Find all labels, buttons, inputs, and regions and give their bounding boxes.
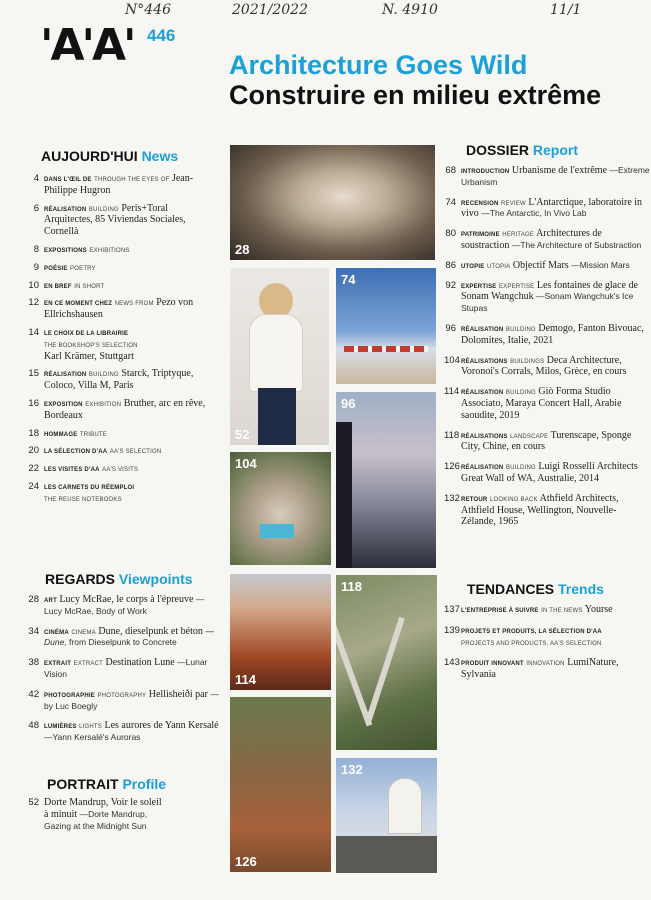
toc-rubric-en: POETRY — [70, 265, 96, 272]
portrait-list — [27, 797, 167, 832]
toc-rubric-en: EXPERTISE — [498, 283, 535, 290]
toc-rubric-fr: RÉALISATION — [44, 372, 87, 379]
toc-entry — [27, 481, 217, 505]
toc-rubric-en: LANDSCAPE — [510, 433, 549, 440]
toc-rubric-en: EXTRACT — [73, 661, 103, 668]
toc-rubric-en: AA'S VISITS — [102, 467, 139, 474]
section-label-fr: PORTRAIT — [47, 776, 119, 792]
toc-page-number: 104 — [444, 354, 460, 366]
toc-entry — [444, 657, 651, 681]
toc-rubric-fr: RETOUR — [461, 496, 488, 503]
toc-translation-italic: —Dune, — [44, 625, 214, 648]
section-label-fr: AUJOURD'HUI — [41, 148, 138, 164]
toc-rubric-en: IN THE NEWS — [541, 608, 583, 614]
toc-translation: from Dieselpunk to Concrete — [66, 637, 177, 648]
toc-entry — [444, 625, 651, 649]
toc-title: Dune, dieselpunk et béton — [98, 625, 203, 637]
photo-page-number: 96 — [341, 396, 356, 411]
photo-portrait-woman — [230, 268, 329, 445]
toc-rubric-fr: CINÉMA — [44, 629, 69, 636]
toc-page-number: 10 — [28, 279, 39, 291]
toc-title: Dorte Mandrup, Voir le soleil à minuit — [44, 797, 162, 820]
toc-page-number: 22 — [28, 463, 39, 475]
toc-entry — [27, 445, 217, 457]
toc-rubric-en: BUILDING — [88, 372, 119, 379]
toc-entry — [27, 689, 219, 713]
toc-entry — [444, 386, 651, 421]
toc-rubric-fr: RÉALISATIONS — [461, 358, 508, 365]
toc-entry — [444, 260, 651, 272]
toc-rubric-en: LIGHTS — [79, 724, 102, 731]
toc-title: Athfield Architects, Athfield House, Wellington, Nouvelle-Zélande, 1965 — [461, 492, 619, 528]
toc-entry — [444, 430, 651, 454]
toc-page-number: 114 — [444, 386, 460, 398]
section-label-en: Report — [532, 142, 579, 158]
toc-page-number: 118 — [444, 429, 460, 441]
toc-rubric-en: EXHIBITION — [85, 401, 122, 408]
toc-entry — [27, 720, 219, 744]
toc-rubric-fr: EXPOSITIONS — [44, 247, 87, 254]
toc-rubric-en: NEWS FROM — [114, 301, 154, 308]
toc-title: Yourse — [584, 604, 613, 615]
toc-rubric-fr: LE CHOIX DE LA LIBRAIRIE — [44, 330, 129, 337]
toc-entry — [444, 323, 651, 347]
toc-rubric-en: REVIEW — [500, 200, 526, 207]
toc-rubric-fr: PROJETS ET PRODUITS, LA SÉLECTION D'AA — [461, 628, 602, 635]
toc-title: Les fontaines de glace de Sonam Wangchuk — [461, 279, 638, 303]
photo-page-number: 114 — [235, 672, 256, 687]
toc-entry — [27, 797, 167, 832]
section-label-fr: TENDANCES — [467, 581, 555, 597]
toc-rubric-en: AA'S SELECTION — [109, 449, 162, 456]
photo-maraya-hall — [230, 574, 331, 690]
toc-rubric-fr: PHOTOGRAPHIE — [44, 692, 95, 699]
toc-entry — [27, 428, 217, 440]
toc-title: Karl Krämer, Stuttgart — [44, 350, 134, 362]
toc-rubric-fr: DANS L'ŒIL DE — [44, 177, 92, 183]
toc-entry — [444, 197, 651, 221]
toc-rubric-fr: LES CARNETS DU RÉEMPLOI — [44, 484, 135, 491]
toc-entry — [444, 461, 651, 485]
toc-entry — [27, 244, 217, 256]
aujourdhui-list — [27, 173, 217, 505]
toc-title: Les aurores de Yann Kersalé — [104, 720, 219, 732]
section-heading-tendances — [467, 581, 604, 597]
toc-translation: —Lucy McRae, Body of Work — [44, 594, 205, 616]
toc-rubric-en: BUILDING — [505, 326, 536, 333]
toc-title: Urbanisme de l'extrême — [511, 165, 608, 176]
section-label-en: News — [141, 148, 179, 164]
toc-page-number: 42 — [28, 688, 39, 700]
toc-translation: —Lunar Vision — [44, 657, 208, 679]
photo-voronoi-corrals — [230, 452, 331, 565]
toc-entry — [444, 228, 651, 252]
toc-rubric-fr: PATRIMOINE — [461, 232, 500, 239]
toc-title: LumiNature, Sylvania — [461, 657, 619, 681]
toc-entry — [27, 327, 217, 362]
section-label-en: Profile — [122, 776, 167, 792]
toc-entry — [444, 604, 651, 616]
regards-list — [27, 594, 219, 744]
toc-rubric-fr: LES VISITES D'AA — [44, 467, 100, 474]
toc-rubric-en: TRIBUTE — [79, 431, 107, 438]
photo-sculpture — [230, 145, 435, 260]
toc-page-number: 74 — [445, 196, 456, 208]
toc-page-number: 14 — [28, 326, 39, 338]
photo-sponge-city — [336, 575, 437, 750]
toc-rubric-en: BUILDING — [505, 390, 536, 397]
dossier-list — [444, 165, 651, 528]
toc-rubric-en: BUILDING — [88, 206, 119, 213]
toc-title: Hellisheiði par — [148, 688, 208, 700]
section-label-en: Trends — [558, 581, 604, 597]
toc-rubric-fr: EXTRAIT — [44, 661, 72, 668]
toc-translation: —The Antarctic, In Vivo Lab — [481, 208, 587, 219]
toc-title: Lucy McRae, le corps à l'épreuve — [59, 594, 194, 605]
toc-translation: —Extreme Urbanism — [461, 165, 650, 187]
toc-rubric-en: PROJECTS AND PRODUCTS, AA'S SELECTION — [461, 640, 602, 647]
toc-entry — [27, 203, 217, 238]
toc-rubric-fr: RÉALISATION — [461, 390, 504, 397]
toc-page-number: 34 — [28, 625, 39, 637]
toc-rubric-en: THROUGH THE EYES OF — [94, 177, 170, 183]
toc-page-number: 6 — [33, 202, 39, 214]
toc-rubric-en: LOOKING BACK — [489, 496, 538, 503]
toc-entry — [444, 493, 651, 528]
issue-number: 446 — [147, 26, 176, 45]
photo-page-number: 104 — [235, 456, 257, 471]
toc-page-number: 16 — [28, 397, 39, 409]
toc-title: Deca Architecture, Voronoi's Corrals, Milos, Grèce, en cours — [461, 354, 627, 378]
photo-antarctic-camp — [336, 268, 436, 384]
toc-title: Starck, Triptyque, Coloco, Villa M, Paris — [44, 368, 194, 392]
toc-title: Pezo von Ellrichshausen — [44, 297, 194, 321]
toc-translation: —Yann Kersalé's Auroras — [44, 732, 141, 743]
photo-athfield-house — [336, 758, 437, 873]
toc-page-number: 143 — [444, 657, 460, 669]
photo-page-number: 74 — [341, 272, 356, 287]
toc-rubric-fr: L'ENTREPRISE À SUIVRE — [461, 608, 539, 614]
toc-entry — [27, 173, 217, 197]
toc-title: L'Antarctique, laboratoire in vivo — [461, 196, 643, 220]
toc-rubric-fr: LUMIÈRES — [44, 724, 77, 731]
toc-rubric-fr: EN BREF — [44, 283, 72, 290]
tendances-list — [444, 604, 651, 681]
dossier-title-en: Architecture Goes Wild — [229, 50, 528, 80]
toc-rubric-en: IN SHORT — [74, 283, 105, 290]
toc-rubric-fr: POÉSIE — [44, 265, 68, 272]
toc-rubric-fr: HOMMAGE — [44, 431, 78, 438]
dossier-title-fr: Construire en milieu extrême — [229, 80, 602, 110]
toc-page-number: 8 — [33, 243, 39, 255]
toc-rubric-fr: PRODUIT INNOVANT — [461, 661, 524, 668]
toc-title: Turenscape, Sponge City, Chine, en cours — [461, 429, 632, 453]
toc-title: Luigi Rosselli Architects Great Wall of WA, Australie, 2014 — [461, 461, 638, 484]
toc-page-number: 126 — [444, 461, 460, 473]
toc-title: Demogo, Fanton Bivouac, Dolomites, Italie, 2021 — [461, 322, 644, 346]
photo-page-number: 132 — [341, 762, 363, 777]
toc-rubric-en: CINEMA — [71, 629, 96, 636]
photo-page-number: 126 — [235, 854, 257, 869]
toc-rubric-fr: RÉALISATIONS — [461, 433, 508, 440]
toc-title: Jean-Philippe Hugron — [44, 173, 194, 196]
toc-rubric-en: PHOTOGRAPHY — [97, 692, 147, 699]
toc-rubric-fr: EXPOSITION — [44, 401, 83, 408]
toc-rubric-fr: EN CE MOMENT CHEZ — [44, 301, 113, 308]
toc-translation: —Mission Mars — [571, 259, 630, 270]
toc-title: Destination Lune — [105, 657, 175, 669]
section-heading-aujourdhui — [41, 148, 178, 164]
photo-bivouac — [336, 392, 436, 568]
photo-great-wall-wa — [230, 697, 331, 872]
toc-entry — [27, 626, 219, 650]
toc-page-number: 86 — [445, 259, 456, 271]
toc-entry — [444, 165, 651, 189]
toc-page-number: 92 — [445, 279, 456, 291]
handwritten-year: 2021/2022 — [232, 2, 308, 18]
toc-rubric-en: THE REUSE NOTEBOOKS — [44, 496, 122, 503]
toc-entry — [27, 368, 217, 392]
toc-entry — [27, 297, 217, 321]
toc-page-number: 80 — [445, 228, 456, 240]
toc-rubric-fr: UTOPIE — [461, 263, 485, 270]
toc-entry — [27, 398, 217, 422]
toc-translation: —The Architecture of Substraction — [511, 239, 642, 250]
toc-title: Architectures de soustraction — [461, 228, 602, 251]
toc-rubric-en: INNOVATION — [526, 661, 565, 668]
toc-translation: —Sonam Wangchuk's Ice Stupas — [461, 291, 634, 314]
toc-rubric-en: BUILDINGS — [510, 358, 545, 365]
photo-page-number: 52 — [235, 427, 250, 442]
toc-page-number: 28 — [28, 594, 39, 605]
toc-page-number: 38 — [28, 657, 39, 669]
toc-page-number: 139 — [444, 624, 460, 636]
toc-page-number: 12 — [28, 297, 39, 309]
toc-page-number: 18 — [28, 427, 39, 439]
handwritten-reference: N. 4910 — [382, 2, 438, 18]
photo-page-number: 28 — [235, 242, 250, 257]
magazine-logo: 'A'A' — [40, 20, 134, 71]
toc-rubric-fr: RÉALISATION — [461, 326, 504, 333]
toc-rubric-fr: INTRODUCTION — [461, 169, 510, 175]
handwritten-issue-number: N°446 — [125, 2, 171, 18]
toc-title: Objectif Mars — [512, 259, 569, 271]
toc-entry — [27, 463, 217, 475]
toc-page-number: 68 — [445, 165, 456, 176]
toc-entry — [27, 594, 219, 618]
toc-title: Giò Forma Studio Associato, Maraya Concert Hall, Arabie saoudite, 2019 — [461, 386, 622, 421]
section-label-en: Viewpoints — [118, 571, 193, 587]
toc-translation: —by Luc Boegly — [44, 688, 219, 711]
toc-rubric-fr: RÉALISATION — [44, 206, 87, 213]
section-heading-dossier — [466, 142, 578, 158]
toc-rubric-en: HERITAGE — [502, 232, 535, 239]
toc-rubric-fr: RECENSION — [461, 200, 499, 207]
toc-entry — [444, 280, 651, 315]
handwritten-page: 11/1 — [550, 2, 582, 18]
toc-entry — [27, 280, 217, 292]
toc-page-number: 24 — [28, 480, 39, 492]
section-label-fr: DOSSIER — [466, 142, 530, 158]
toc-rubric-en: THE BOOKSHOP'S SELECTION — [44, 342, 138, 349]
toc-page-number: 132 — [444, 492, 460, 504]
toc-entry — [444, 355, 651, 379]
toc-entry — [27, 657, 219, 681]
toc-page-number: 48 — [28, 720, 39, 732]
toc-entry — [27, 262, 217, 274]
section-heading-regards — [45, 571, 193, 587]
toc-rubric-en: BUILDING — [505, 465, 536, 472]
toc-page-number: 9 — [33, 261, 39, 273]
toc-rubric-fr: EXPERTISE — [461, 283, 497, 290]
section-heading-portrait — [47, 776, 166, 792]
toc-page-number: 4 — [33, 173, 39, 184]
toc-rubric-fr: LA SÉLECTION D'AA — [44, 449, 108, 456]
toc-title: Peris+Toral Arquitectes, 85 Viviendas Sociales, Cornellà — [44, 202, 186, 238]
toc-page-number: 52 — [28, 797, 39, 808]
toc-rubric-en: UTOPIA — [486, 263, 511, 270]
toc-rubric-en: EXHIBITIONS — [89, 247, 130, 254]
toc-rubric-fr: ART — [44, 598, 57, 604]
toc-page-number: 137 — [444, 604, 460, 615]
toc-title: Bruther, arc en rêve, Bordeaux — [44, 397, 206, 421]
toc-rubric-fr: RÉALISATION — [461, 465, 504, 472]
toc-page-number: 15 — [28, 368, 39, 380]
photo-page-number: 118 — [341, 579, 362, 594]
toc-page-number: 20 — [28, 445, 39, 457]
toc-page-number: 96 — [445, 322, 456, 334]
toc-translation: —Dorte Mandrup, Gazing at the Midnight Sun — [44, 808, 148, 831]
section-label-fr: REGARDS — [45, 571, 116, 587]
